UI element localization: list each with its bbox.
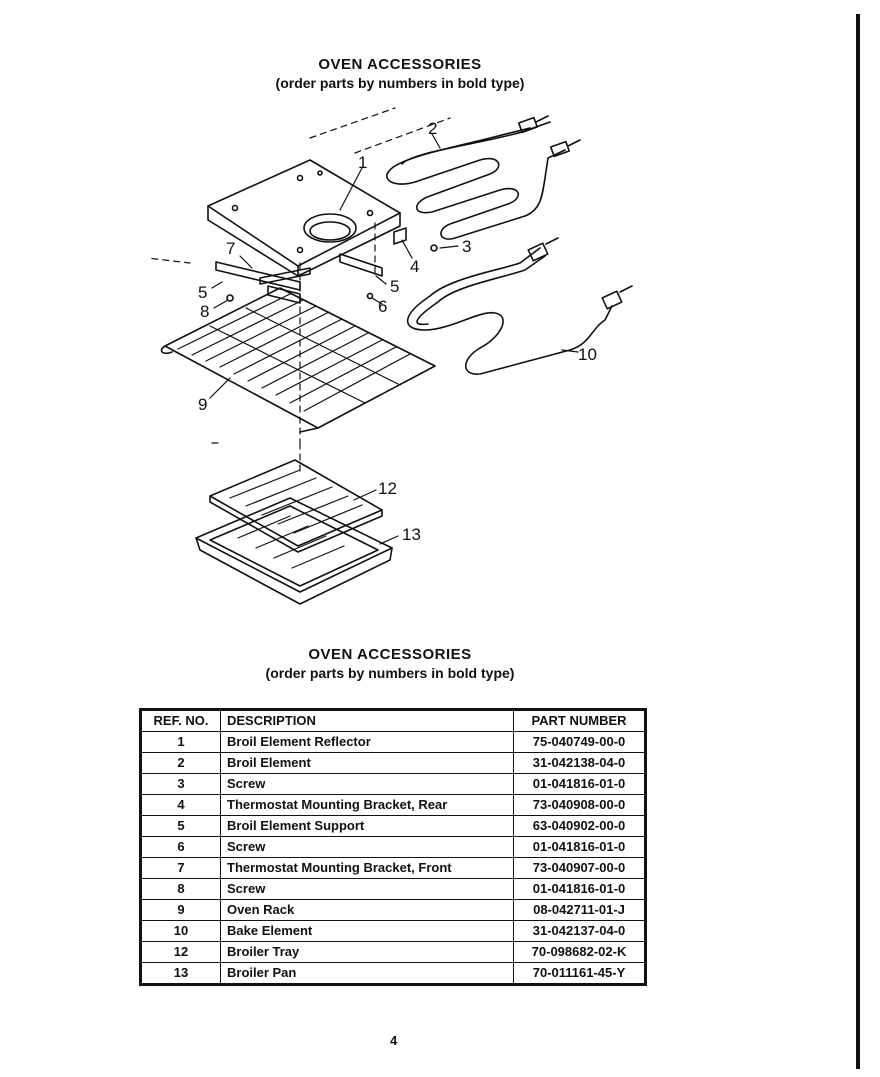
description-cell: Broiler Pan (221, 963, 514, 984)
callout-12: 12 (378, 479, 397, 498)
broil-element (387, 116, 580, 239)
broil-element-supports (216, 254, 382, 303)
ref-cell: 4 (142, 795, 221, 816)
callout-7: 7 (226, 239, 236, 258)
broiler-tray (210, 460, 382, 552)
callout-2: 2 (428, 119, 438, 138)
thermostat-bracket-rear-and-screw (394, 228, 437, 251)
bake-element (408, 238, 632, 374)
ref-cell: 10 (142, 921, 221, 942)
page-border-right (856, 14, 860, 1069)
part-number-cell: 73-040908-00-0 (514, 795, 645, 816)
ref-cell: 7 (142, 858, 221, 879)
table-row (142, 921, 645, 942)
ref-cell: 6 (142, 837, 221, 858)
table-row (142, 795, 645, 816)
diagram-subtitle: (order parts by numbers in bold type) (275, 75, 525, 91)
col-part-number: PART NUMBER (514, 711, 645, 732)
col-description: DESCRIPTION (221, 711, 514, 732)
description-cell: Bake Element (221, 921, 514, 942)
table-row (142, 900, 645, 921)
table-heading (0, 645, 790, 683)
table-row (142, 942, 645, 963)
ref-cell: 5 (142, 816, 221, 837)
table-row (142, 732, 645, 753)
ref-cell: 3 (142, 774, 221, 795)
part-number-cell: 01-041816-01-0 (514, 837, 645, 858)
table-row (142, 858, 645, 879)
part-number-cell: 75-040749-00-0 (514, 732, 645, 753)
table-row (142, 774, 645, 795)
table-row (142, 837, 645, 858)
description-cell: Screw (221, 837, 514, 858)
callout-4: 4 (410, 257, 420, 276)
part-number-cell: 08-042711-01-J (514, 900, 645, 921)
callout-5-right: 5 (390, 277, 400, 296)
part-number-cell: 01-041816-01-0 (514, 774, 645, 795)
description-cell: Thermostat Mounting Bracket, Front (221, 858, 514, 879)
table-header-row (142, 711, 645, 732)
description-cell: Broiler Tray (221, 942, 514, 963)
description-cell: Oven Rack (221, 900, 514, 921)
callout-5-left: 5 (198, 283, 208, 302)
description-cell: Screw (221, 774, 514, 795)
part-number-cell: 70-098682-02-K (514, 942, 645, 963)
description-cell: Screw (221, 879, 514, 900)
table-row (142, 963, 645, 984)
part-number-cell: 31-042138-04-0 (514, 753, 645, 774)
diagram-title: OVEN ACCESSORIES (318, 56, 482, 73)
callout-6: 6 (378, 297, 388, 316)
callout-1: 1 (358, 153, 368, 172)
table-row (142, 816, 645, 837)
table-title: OVEN ACCESSORIES (308, 646, 472, 663)
ref-cell: 2 (142, 753, 221, 774)
ref-cell: 1 (142, 732, 221, 753)
ref-cell: 12 (142, 942, 221, 963)
table-row (142, 753, 645, 774)
table-subtitle: (order parts by numbers in bold type) (265, 665, 515, 681)
callout-3: 3 (462, 237, 472, 256)
part-number-cell: 01-041816-01-0 (514, 879, 645, 900)
ref-cell: 9 (142, 900, 221, 921)
callout-8: 8 (200, 302, 210, 321)
broiler-pan (196, 498, 392, 604)
callout-10: 10 (578, 345, 597, 364)
page-number: 4 (390, 1033, 398, 1048)
ref-cell: 8 (142, 879, 221, 900)
part-number-cell: 70-011161-45-Y (514, 963, 645, 984)
callout-13: 13 (402, 525, 421, 544)
col-ref-no: REF. NO. (142, 711, 221, 732)
part-number-cell: 63-040902-00-0 (514, 816, 645, 837)
description-cell: Broil Element (221, 753, 514, 774)
description-cell: Broil Element Support (221, 816, 514, 837)
parts-table (141, 710, 645, 984)
description-cell: Broil Element Reflector (221, 732, 514, 753)
broil-element-reflector (208, 160, 400, 276)
ref-cell: 13 (142, 963, 221, 984)
exploded-parts-diagram (150, 98, 670, 608)
diagram-heading (0, 55, 800, 93)
part-number-cell: 73-040907-00-0 (514, 858, 645, 879)
description-cell: Thermostat Mounting Bracket, Rear (221, 795, 514, 816)
table-row (142, 879, 645, 900)
part-number-cell: 31-042137-04-0 (514, 921, 645, 942)
callout-9: 9 (198, 395, 208, 414)
